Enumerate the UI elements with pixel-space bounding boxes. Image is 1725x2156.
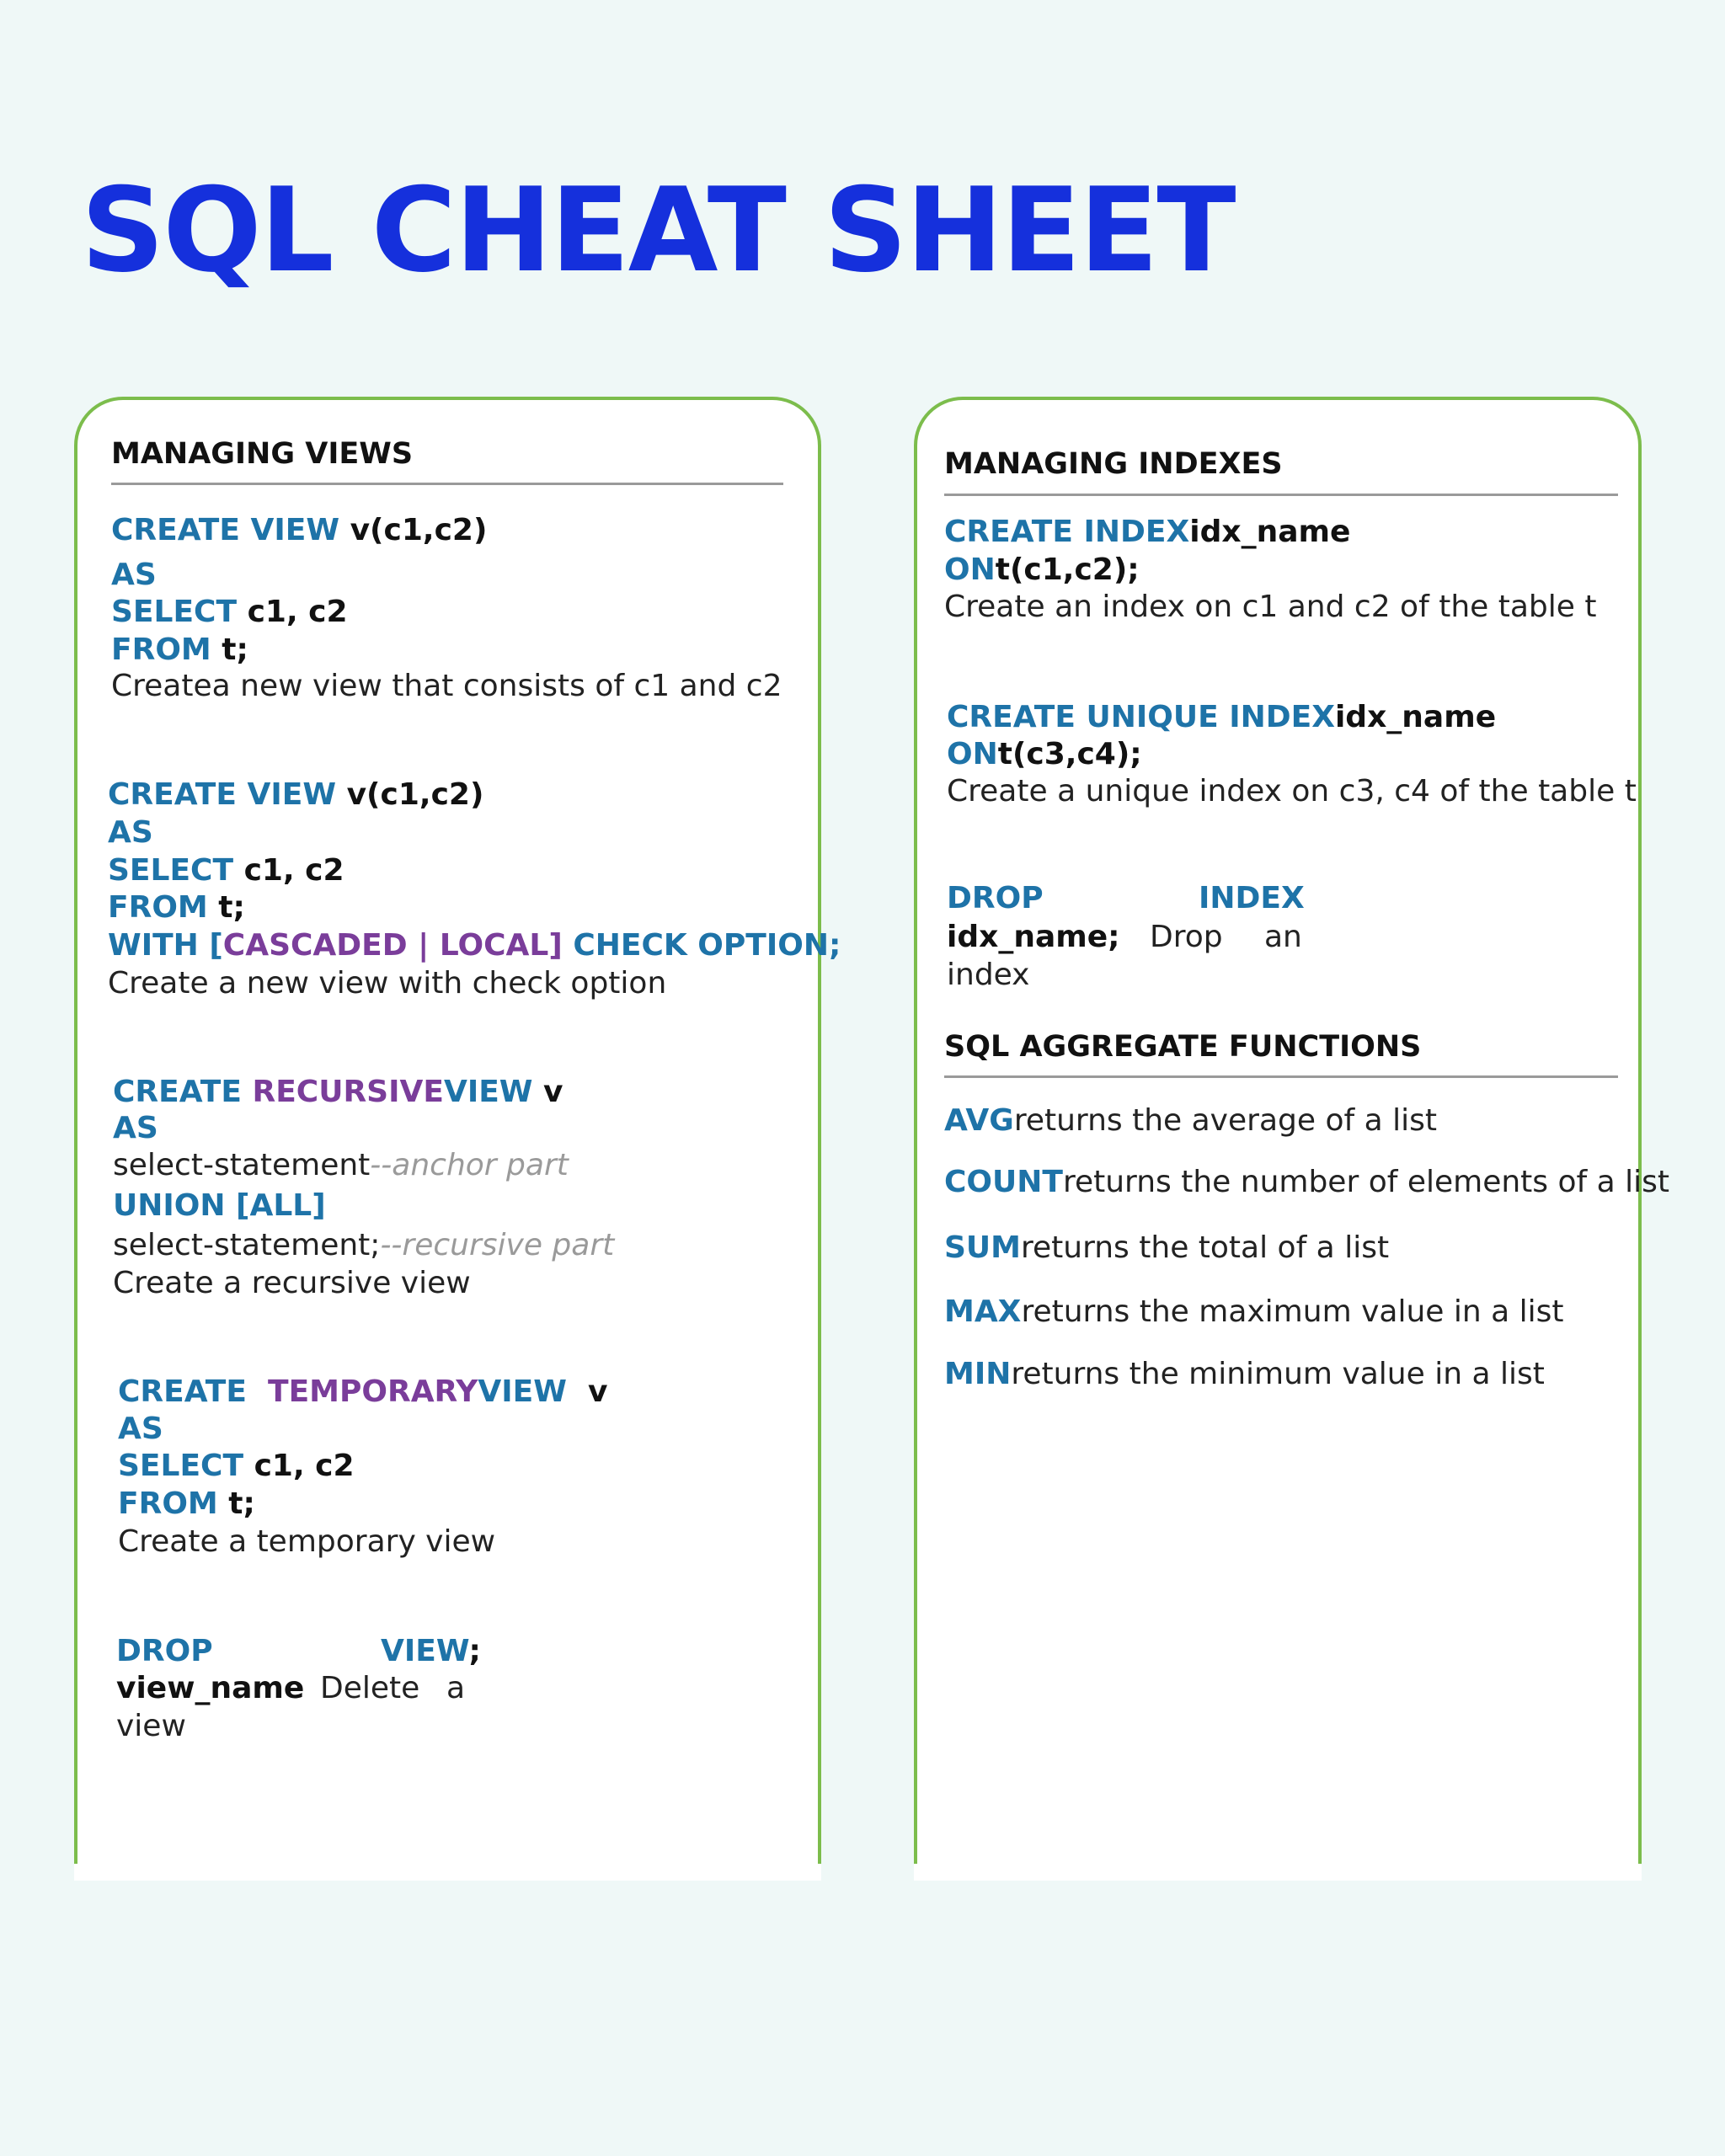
keyword: VIEW	[443, 1075, 533, 1109]
keyword: INDEX	[1199, 881, 1305, 915]
keyword-option: RECURSIVE	[252, 1075, 444, 1109]
code-line	[111, 632, 248, 668]
code-line	[947, 699, 1496, 735]
list-item	[944, 1164, 1669, 1200]
identifier: t(c3,c4);	[997, 737, 1142, 771]
code-line	[113, 1074, 563, 1110]
code-line	[113, 1147, 569, 1183]
keyword: AS	[108, 815, 153, 850]
code-line	[108, 814, 153, 851]
code-line	[947, 736, 1142, 772]
keyword: UNION [ALL]	[113, 1188, 326, 1223]
code-line	[116, 1633, 213, 1669]
code-line	[108, 852, 344, 889]
keyword: CREATE UNIQUE INDEX	[947, 700, 1335, 734]
statement: select-statement;	[113, 1228, 381, 1262]
keyword: CREATE	[118, 1374, 269, 1409]
code-line	[111, 594, 348, 630]
identifier: t;	[211, 632, 248, 667]
function-description: returns the total of a list	[1020, 1230, 1390, 1265]
heading-rule	[944, 494, 1618, 496]
description-word: view	[116, 1709, 186, 1743]
keyword: DROP	[947, 881, 1044, 915]
keyword: CREATE	[113, 1075, 253, 1109]
function-description: returns the minimum value in a list	[1011, 1357, 1545, 1391]
page-title: SQL CHEAT SHEET	[81, 163, 1235, 298]
identifier: t(c1,c2);	[995, 552, 1140, 587]
code-line	[113, 1187, 326, 1224]
description: Create a recursive view	[113, 1266, 471, 1300]
identifier: c1, c2	[243, 1449, 355, 1483]
keyword: SELECT	[111, 595, 238, 629]
comment: --recursive part	[380, 1228, 615, 1262]
keyword: SELECT	[108, 853, 234, 888]
description-word: a	[446, 1671, 466, 1705]
description: Create a unique index on c3, c4 of the table t	[947, 774, 1637, 808]
keyword: VIEW	[381, 1634, 469, 1668]
keyword: FROM	[108, 890, 208, 925]
identifier: v(c1,c2)	[336, 777, 484, 812]
list-item	[944, 1102, 1437, 1139]
card-bottom-fade	[914, 1864, 1642, 1881]
function-name: COUNT	[944, 1165, 1063, 1199]
keyword: VIEW	[478, 1374, 567, 1409]
section-heading-indexes: MANAGING INDEXES	[944, 447, 1283, 481]
section-heading-views: MANAGING VIEWS	[111, 437, 414, 471]
managing-views-card	[74, 397, 841, 1881]
list-item	[944, 1356, 1545, 1392]
function-name: MIN	[944, 1357, 1012, 1391]
function-description: returns the maximum value in a list	[1021, 1294, 1564, 1329]
keyword: DROP	[116, 1634, 213, 1668]
keyword: CHECK OPTION;	[562, 928, 841, 963]
identifier: view_name	[116, 1671, 305, 1705]
keyword: AS	[111, 558, 157, 592]
identifier: t;	[217, 1486, 255, 1521]
code-line	[108, 927, 841, 963]
code-line	[108, 776, 483, 813]
identifier: idx_name	[1189, 515, 1351, 549]
keyword: CREATE INDEX	[944, 515, 1190, 549]
identifier: v	[532, 1075, 563, 1109]
keyword: WITH [	[108, 928, 223, 963]
list-item	[944, 1294, 1564, 1330]
identifier: c1, c2	[233, 853, 344, 888]
code-line	[118, 1374, 608, 1410]
description: Createa new view that consists of c1 and c2	[111, 669, 782, 703]
identifier: idx_name;	[947, 920, 1120, 954]
identifier: v(c1,c2)	[339, 513, 488, 547]
description-word: Drop	[1150, 920, 1223, 954]
heading-rule	[944, 1075, 1618, 1078]
description: Create an index on c1 and c2 of the table t	[944, 590, 1597, 624]
code-line	[118, 1448, 355, 1484]
code-line	[118, 1486, 255, 1522]
function-name: MAX	[944, 1294, 1022, 1329]
heading-rule	[111, 483, 783, 485]
code-line	[944, 552, 1140, 588]
description-word: Delete	[320, 1671, 420, 1705]
description: Create a new view with check option	[108, 966, 667, 1001]
keyword: CREATE VIEW	[111, 513, 340, 547]
description-word: an	[1264, 920, 1302, 954]
code-line	[381, 1633, 481, 1669]
keyword: FROM	[111, 632, 211, 667]
keyword: ON	[947, 737, 998, 771]
identifier: t;	[207, 890, 245, 925]
keyword-option: CASCADED | LOCAL]	[222, 928, 563, 963]
identifier: v	[566, 1374, 608, 1409]
keyword: CREATE VIEW	[108, 777, 337, 812]
code-line	[108, 889, 245, 926]
keyword: FROM	[118, 1486, 218, 1521]
code-line	[947, 880, 1044, 916]
code-line	[113, 1110, 158, 1146]
function-name: AVG	[944, 1103, 1014, 1138]
code-line	[944, 514, 1350, 550]
code-line	[111, 512, 487, 548]
punctuation: ;	[468, 1634, 481, 1668]
function-description: returns the average of a list	[1013, 1103, 1437, 1138]
description-word: index	[947, 958, 1030, 992]
code-line	[111, 557, 157, 593]
code-line	[1199, 880, 1305, 916]
function-name: SUM	[944, 1230, 1021, 1265]
keyword: AS	[113, 1111, 158, 1145]
keyword: ON	[944, 552, 996, 587]
keyword-option: TEMPORARY	[268, 1374, 478, 1409]
code-line	[118, 1411, 163, 1447]
card-bottom-fade	[74, 1864, 821, 1881]
identifier: c1, c2	[237, 595, 348, 629]
statement: select-statement	[113, 1148, 371, 1182]
section-heading-aggregates: SQL AGGREGATE FUNCTIONS	[944, 1030, 1422, 1064]
keyword: SELECT	[118, 1449, 244, 1483]
function-description: returns the number of elements of a list	[1062, 1165, 1670, 1199]
comment: --anchor part	[370, 1148, 569, 1182]
code-line	[113, 1227, 614, 1263]
description: Create a temporary view	[118, 1524, 496, 1559]
keyword: AS	[118, 1412, 163, 1446]
list-item	[944, 1230, 1389, 1266]
identifier: idx_name	[1334, 700, 1497, 734]
managing-indexes-card	[914, 397, 1670, 1881]
